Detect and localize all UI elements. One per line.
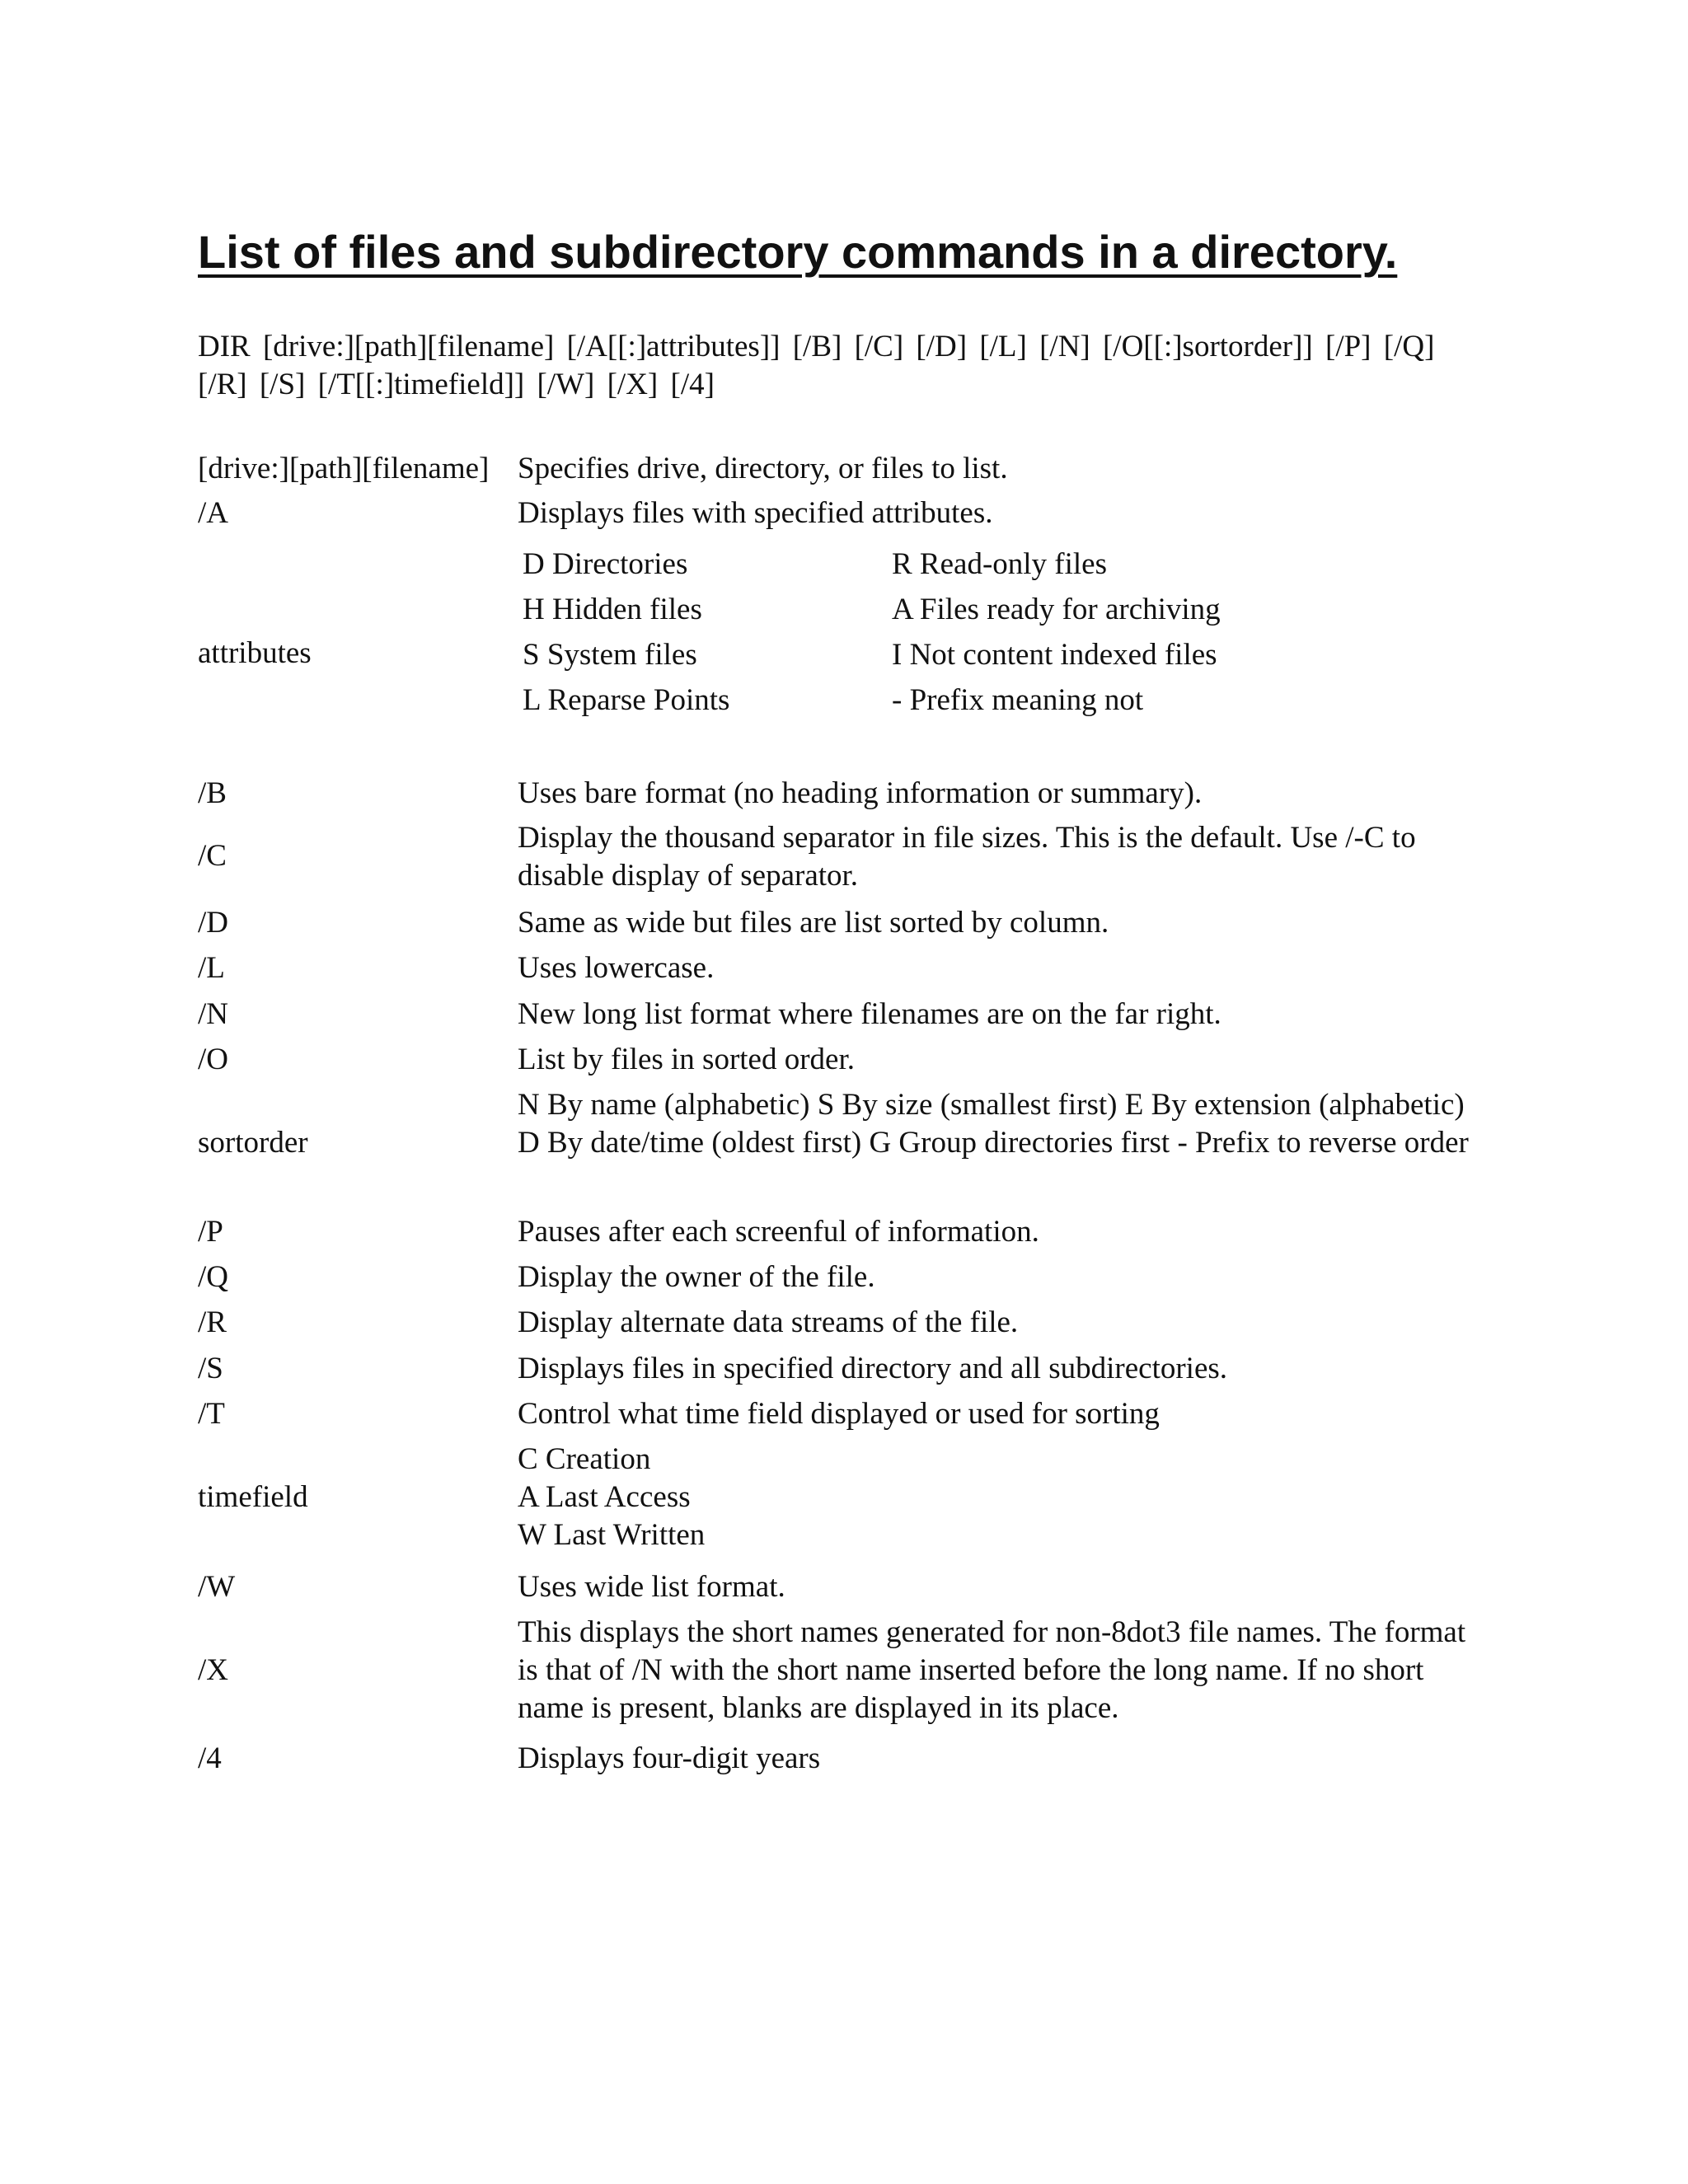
option-description: Uses bare format (no heading information or summary). <box>518 776 1203 810</box>
option-key: /B <box>198 776 227 810</box>
option-description: Display alternate data streams of the file. <box>518 1305 1019 1339</box>
attributes-label: attributes <box>198 636 312 670</box>
option-description: This displays the short names generated for non-8dot3 file names. The format is that of /N with the short name inserted before the long name. If no short name is present, blanks are displayed in its place. <box>518 1615 1466 1725</box>
attribute-item: L Reparse Points <box>523 683 730 717</box>
option-key: timefield <box>198 1480 308 1514</box>
option-description: New long list format where filenames are on the far right. <box>518 997 1221 1031</box>
option-description: Displays files with specified attributes. <box>518 496 993 530</box>
attribute-item: R Read-only files <box>892 547 1108 581</box>
timefield-item: A Last Access <box>518 1480 691 1514</box>
option-key: /N <box>198 997 228 1031</box>
option-description: Display the owner of the file. <box>518 1260 875 1294</box>
command-syntax: DIR [drive:][path][filename] [/A[[:]attributes]] [/B] [/C] [/D] [/L] [/N] [/O[[:]sortorder]] [/P] [/Q] [/R] [/S] [/T[[:]timefield]] [/W] [/X] [/4] <box>198 330 1435 401</box>
option-description: Same as wide but files are list sorted by column. <box>518 906 1109 940</box>
option-key: [drive:][path][filename] <box>198 452 490 485</box>
option-key: /S <box>198 1352 223 1385</box>
option-key: /O <box>198 1043 228 1076</box>
option-key: /4 <box>198 1741 222 1775</box>
option-description: Control what time field displayed or used for sorting <box>518 1397 1160 1431</box>
option-key: /P <box>198 1215 223 1249</box>
option-description: Pauses after each screenful of information. <box>518 1215 1039 1249</box>
timefield-item: C Creation <box>518 1442 651 1476</box>
option-description: Uses lowercase. <box>518 951 715 985</box>
option-key: /Q <box>198 1260 228 1294</box>
option-description: Displays four-digit years <box>518 1741 821 1775</box>
option-description: Uses wide list format. <box>518 1570 785 1604</box>
option-description <box>518 1441 1484 1554</box>
option-key: /W <box>198 1570 236 1604</box>
attribute-item: H Hidden files <box>523 593 702 626</box>
option-key: /D <box>198 906 228 940</box>
option-key: /R <box>198 1305 227 1339</box>
option-description: List by files in sorted order. <box>518 1043 855 1076</box>
option-key: /T <box>198 1397 225 1431</box>
attribute-item: I Not content indexed files <box>892 638 1217 672</box>
option-description: Display the thousand separator in file sizes. This is the default. Use /-C to disable display of separator. <box>518 821 1416 893</box>
timefield-item: W Last Written <box>518 1518 706 1552</box>
option-description: Specifies drive, directory, or files to list. <box>518 452 1008 485</box>
option-key: sortorder <box>198 1126 308 1160</box>
page-title: List of files and subdirectory commands in a directory. <box>198 226 1398 278</box>
option-description: Displays files in specified directory and all subdirectories. <box>518 1352 1228 1385</box>
option-key: /L <box>198 951 225 985</box>
option-key: /X <box>198 1653 228 1687</box>
option-key: /A <box>198 496 228 530</box>
option-description: N By name (alphabetic) S By size (smallest first) E By extension (alphabetic) D By date/time (oldest first) G Group directories first - Prefix to reverse order <box>518 1088 1469 1160</box>
attribute-item: S System files <box>523 638 697 672</box>
attribute-item: - Prefix meaning not <box>892 683 1144 717</box>
attribute-item: A Files ready for archiving <box>892 593 1221 626</box>
option-key: /C <box>198 839 227 873</box>
attribute-item: D Directories <box>523 547 688 581</box>
